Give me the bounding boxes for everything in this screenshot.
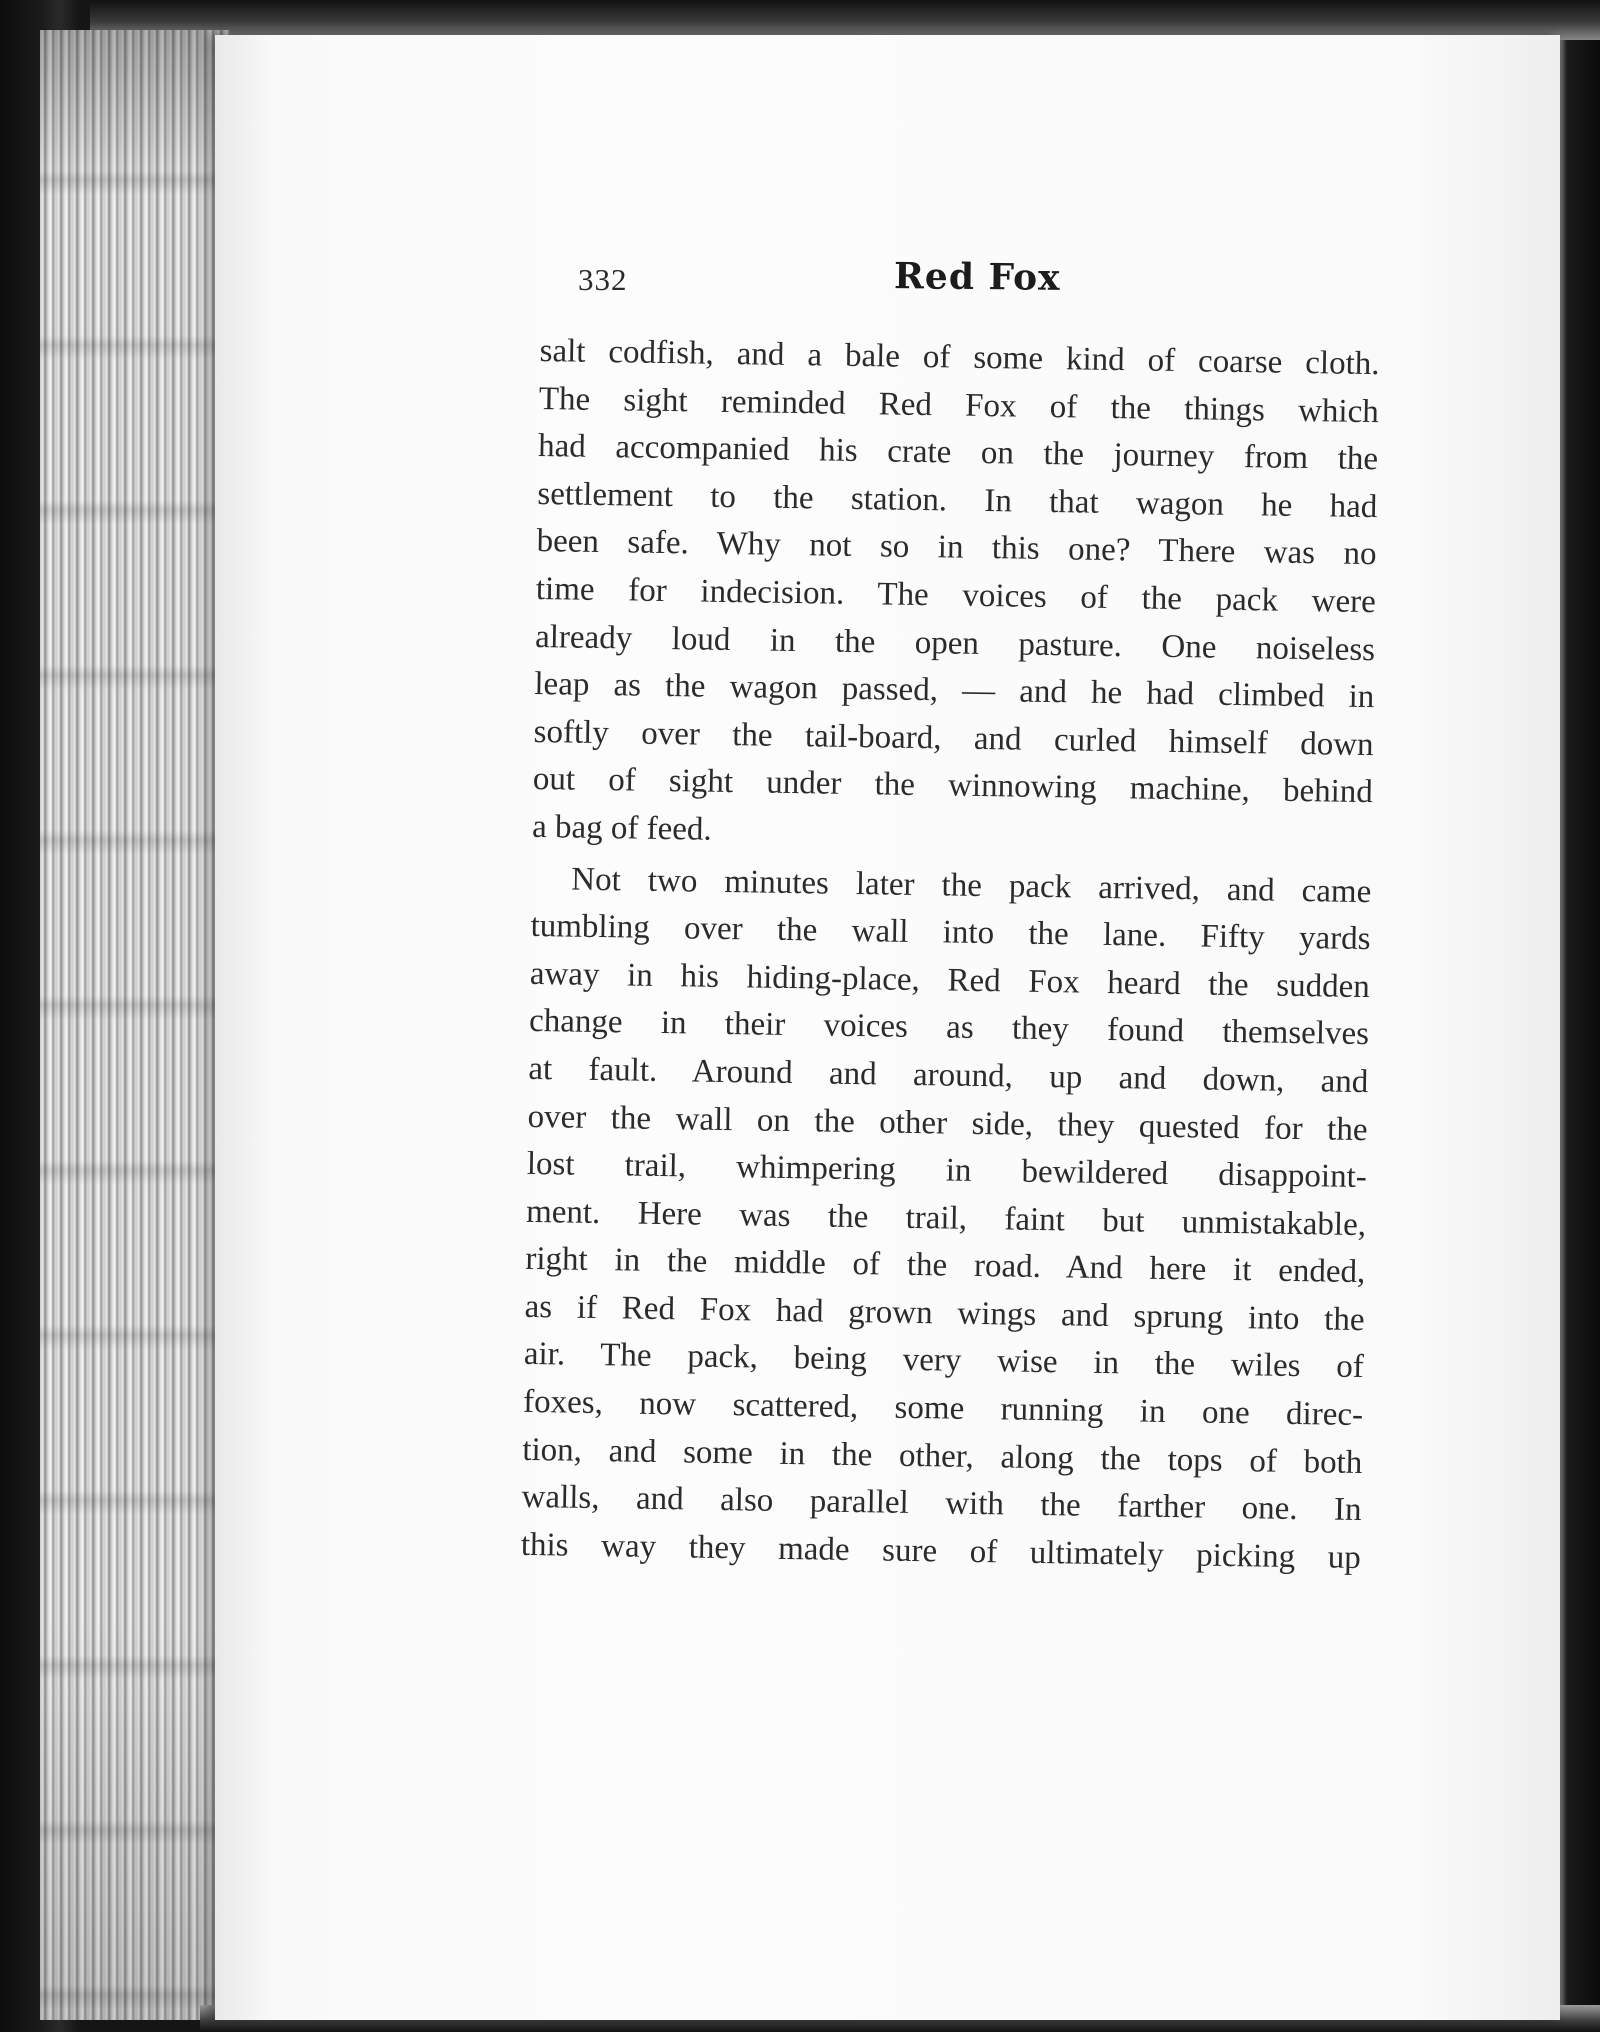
page-number: 332 — [578, 262, 628, 297]
text-line: tumbling over the wall into the lane. Fifty yards — [530, 908, 1371, 958]
text-line: already loud in the open pasture. One noiseless — [534, 618, 1376, 668]
running-header — [578, 255, 1378, 312]
text-line: at fault. Around and around, up and down, and — [528, 1050, 1369, 1101]
text-line: lost trail, whimpering in bewildered disappoint- — [526, 1145, 1368, 1196]
text-line: had accompanied his crate on the journey from the — [537, 428, 1379, 478]
text-line: been safe. Why not so in this one? There was no — [536, 523, 1377, 573]
text-line: foxes, now scattered, some running in one direc- — [522, 1383, 1364, 1434]
text-line: tion, and some in the other, along the tops of both — [522, 1431, 1363, 1481]
text-line: change in their voices as they found themselves — [528, 1003, 1370, 1053]
text-line: ment. Here was the trail, faint but unmistakable, — [525, 1193, 1367, 1243]
text-line: out of sight under the winnowing machine, behind — [532, 761, 1374, 811]
text-line: settlement to the station. In that wagon he had — [537, 475, 1378, 525]
text-line: time for indecision. The voices of the pack were — [535, 570, 1377, 621]
text-line: a bag of feed. — [531, 808, 713, 848]
text-line: away in his hiding-place, Red Fox heard the sudden — [529, 955, 1371, 1005]
text-line: this way they made sure of ultimately picking up — [520, 1526, 1362, 1576]
text-line: right in the middle of the road. And here it ended, — [525, 1241, 1366, 1291]
page-block-edges — [40, 30, 230, 2020]
text-line: Not two minutes later the pack arrived, and came — [571, 861, 1372, 910]
text-line: leap as the wagon passed, — and he had climbed in — [534, 666, 1375, 716]
running-title: Red Fox — [893, 255, 1061, 299]
text-line: as if Red Fox had grown wings and sprung into the — [524, 1288, 1365, 1338]
body-text — [521, 328, 1380, 1582]
text-line: salt codfish, and a bale of some kind of coarse cloth. — [539, 332, 1380, 383]
text-line: softly over the tail-board, and curled himself down — [533, 713, 1374, 763]
text-line: over the wall on the other side, they quested for the — [527, 1098, 1368, 1148]
right-page-edge — [1555, 40, 1600, 2030]
paragraph — [521, 855, 1372, 1582]
text-line: air. The pack, being very wise in the wiles of — [523, 1336, 1365, 1386]
top-binding — [90, 0, 1600, 40]
text-line: The sight reminded Red Fox of the things which — [538, 380, 1380, 430]
text-line: walls, and also parallel with the farther one. In — [521, 1479, 1362, 1529]
paragraph — [532, 328, 1380, 865]
